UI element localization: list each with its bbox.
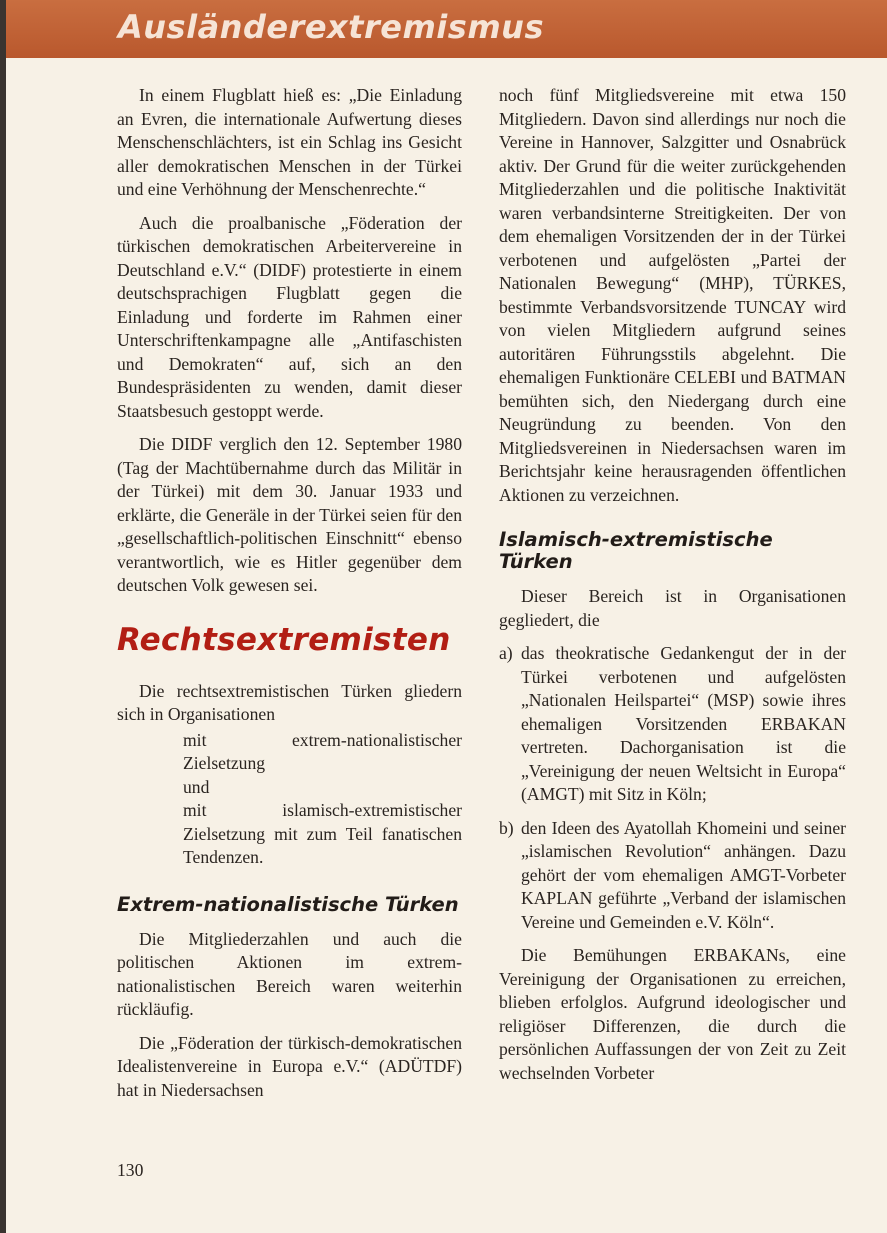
page-edge-shadow [0,0,6,1233]
goal-connector: und [183,776,210,797]
page-number: 130 [117,1160,144,1180]
list-item-b [499,817,846,935]
heading-islamisch-extremistische: Islamisch-extremistische Türken [499,528,773,573]
right-paragraph-1: noch fünf Mitgliedsvereine mit etwa 150 Mitgliedern. Davon sind allerdings nur noch die Vereine in Hannover, Salzgitter und Osnabrück aktiv. Der Grund für die weiter zurückgehenden Mitgliederzahlen und die politische Inaktivität waren verbandsinterne Streitigkeiten. Der von dem ehemaligen Vorsitzenden der in der Türkei verbotenen und aufgelösten „Partei der Nationalen Bewegung“ (MHP), TÜRKES, bestimmte Verbandsvorsitzende TUNCAY wird von vielen Mitgliedern aufgrund seines autoritären Führungsstils abgelehnt. Die ehemaligen Funktionäre CELEBI und BATMAN bemühten sich, den Niedergang durch eine Neugründung zu beenden. Von den Mitgliedsvereinen in Niedersachsen waren im Berichtsjahr keine herausragenden öffentlichen Aktionen zu verzeichnen. [499,85,846,505]
right-paragraph-2: Dieser Bereich ist in Organisationen gegliedert, die [499,586,846,630]
left-paragraph-1: In einem Flugblatt hieß es: „Die Einladung an Evren, die internationale Aufwertung dieses Menschenschlächters, ist ein Schlag ins Gesicht aller demokratischen Menschen in der Türkei und eine Verhöhnung der Menschenrechte.“ [117,85,462,199]
goal-nationalist: mit extrem-nationalistischer Zielsetzung [183,729,462,773]
list-item-a [499,642,846,807]
right-column [499,84,846,1085]
right-paragraph-3: Die Bemühungen ERBAKANs, eine Vereinigung der Organisationen zu erreichen, blieben erfolglos. Aufgrund ideologischer und religiöser Differenzen, die durch die persönlichen Auffassungen der von Zeit zu Zeit wechselnden Vorbeter [499,945,846,1083]
list-marker-a: a) [499,643,513,663]
goal-islamist: mit islamisch-extremistischer Zielsetzung mit zum Teil fanatischen Tendenzen. [183,800,462,867]
left-column [117,84,462,1102]
heading-rechtsextremisten: Rechtsextremisten [117,621,451,658]
left-paragraph-6: Die „Föderation der türkisch-demokratischen Idealistenvereine in Europa e.V.“ (ADÜTDF) hat in Niedersachsen [117,1032,462,1100]
left-paragraph-2: Auch die proalbanische „Föderation der türkischen demokratischen Arbeitervereine in Deutschland e.V.“ (DIDF) protestierte in einem deutschsprachigen Flugblatt gegen die Einladung und forderte im Rahmen einer Unterschriftenkampagne alle „Antifaschisten und Demokraten“ auf, sich an den Bundespräsidenten zu wenden, damit dieser Staatsbesuch gestoppt werde. [117,212,462,421]
banner-title: Ausländerextremismus [118,8,544,46]
left-paragraph-5: Die Mitgliederzahlen und auch die politischen Aktionen im extrem-nationalistischen Bereich waren weiterhin rückläufig. [117,928,462,1019]
left-paragraph-4: Die rechtsextremistischen Türken gliedern sich in Organisationen [117,680,462,724]
section-banner [6,0,887,58]
left-paragraph-3: Die DIDF verglich den 12. September 1980 (Tag der Machtübernahme durch das Militär in der Türkei) mit dem 30. Januar 1933 und erklärte, die Generäle in der Türkei seien für den „gesellschaftlich-politischen Einschnitt“ ebenso verantwortlich, wie es Hitler gegenüber dem deutschen Volk gewesen sei. [117,434,462,595]
heading-extrem-nationalistische: Extrem-nationalistische Türken [117,892,459,916]
list-marker-b: b) [499,817,514,838]
list-text-b: den Ideen des Ayatollah Khomeini und seiner „islamischen Revolution“ anhängen. Dazu gehört der vom ehemaligen AMGT-Vorbeter KAPLAN geführte „Verband der islamischen Vereine und Gemeinden e.V. Köln“. [521,817,846,932]
list-text-a: das theokratische Gedankengut der in der Türkei verbotenen und aufgelösten „Nationalen Heilspartei“ (MSP) sowie ihres ehemaligen Vorsitzenden ERBAKAN vertreten. Dachorganisation ist die „Vereinigung der neuen Weltsicht in Europa“ (AMGT) mit Sitz in Köln; [521,643,846,804]
goal-list [183,729,462,870]
